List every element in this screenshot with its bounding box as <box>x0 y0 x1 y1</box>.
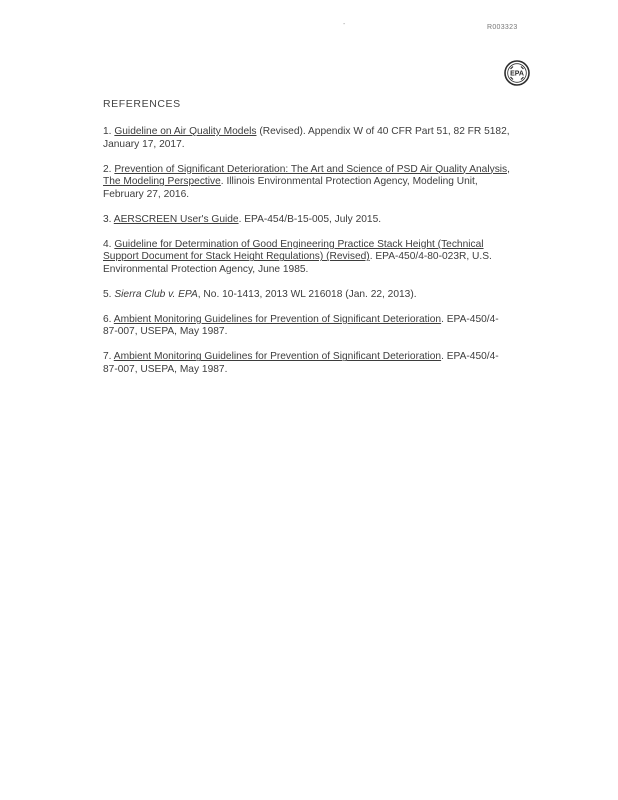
reference-number: 2. <box>103 163 112 175</box>
reference-item-2 <box>103 164 513 202</box>
reference-number: 4. <box>103 238 112 250</box>
reference-title: Guideline for Determination of Good Engineering Practice Stack Height (Technical Support Document for Stack Height Regulations) (Revised) <box>103 238 484 263</box>
references-list <box>103 126 513 389</box>
references-heading: REFERENCES <box>103 98 181 110</box>
reference-item-6 <box>103 314 513 339</box>
reference-number: 1. <box>103 126 112 137</box>
recycled-paper-seal-icon <box>504 60 530 86</box>
reference-item-4 <box>103 239 513 277</box>
reference-citation: , No. 10-1413, 2013 WL 216018 (Jan. 22, 2013). <box>197 288 417 300</box>
reference-item-3 <box>103 214 513 227</box>
reference-case-name: Sierra Club v. EPA <box>114 288 198 300</box>
reference-number: 7. <box>103 351 112 363</box>
reference-number: 3. <box>103 213 112 225</box>
reference-citation: . EPA-454/B-15-005, July 2015. <box>238 213 382 225</box>
reference-item-5 <box>103 289 513 302</box>
reference-title: Ambient Monitoring Guidelines for Prevention of Significant Deterioration <box>113 351 442 363</box>
reference-number: 6. <box>103 313 112 325</box>
reference-citation: . EPA-450/4-87-007, USEPA, May 1987. <box>103 313 499 338</box>
reference-item-1 <box>103 126 513 151</box>
reference-title: Ambient Monitoring Guidelines for Prevention of Significant Deterioration <box>113 313 442 325</box>
reference-item-7 <box>103 351 513 376</box>
page-id: R003323 <box>487 24 518 31</box>
reference-title: Guideline on Air Quality Models <box>114 126 257 137</box>
seal-text: EPA <box>510 70 524 78</box>
reference-number: 5. <box>103 288 112 300</box>
reference-citation: . EPA-450/4-80-023R, U.S. Environmental Protection Agency, June 1985. <box>103 251 492 275</box>
reference-title: AERSCREEN User's Guide <box>113 213 239 225</box>
reference-citation: . EPA-450/4-87-007, USEPA, May 1987. <box>103 351 499 376</box>
page-mark: - <box>343 21 346 28</box>
reference-citation: (Revised). Appendix W of 40 CFR Part 51, 82 FR 5182, January 17, 2017. <box>103 126 510 150</box>
reference-title: Prevention of Significant Deterioration: The Art and Science of PSD Air Quality Analysis, The Modeling Perspective <box>103 163 510 188</box>
reference-citation: . Illinois Environmental Protection Agency, Modeling Unit, February 27, 2016. <box>103 176 478 200</box>
